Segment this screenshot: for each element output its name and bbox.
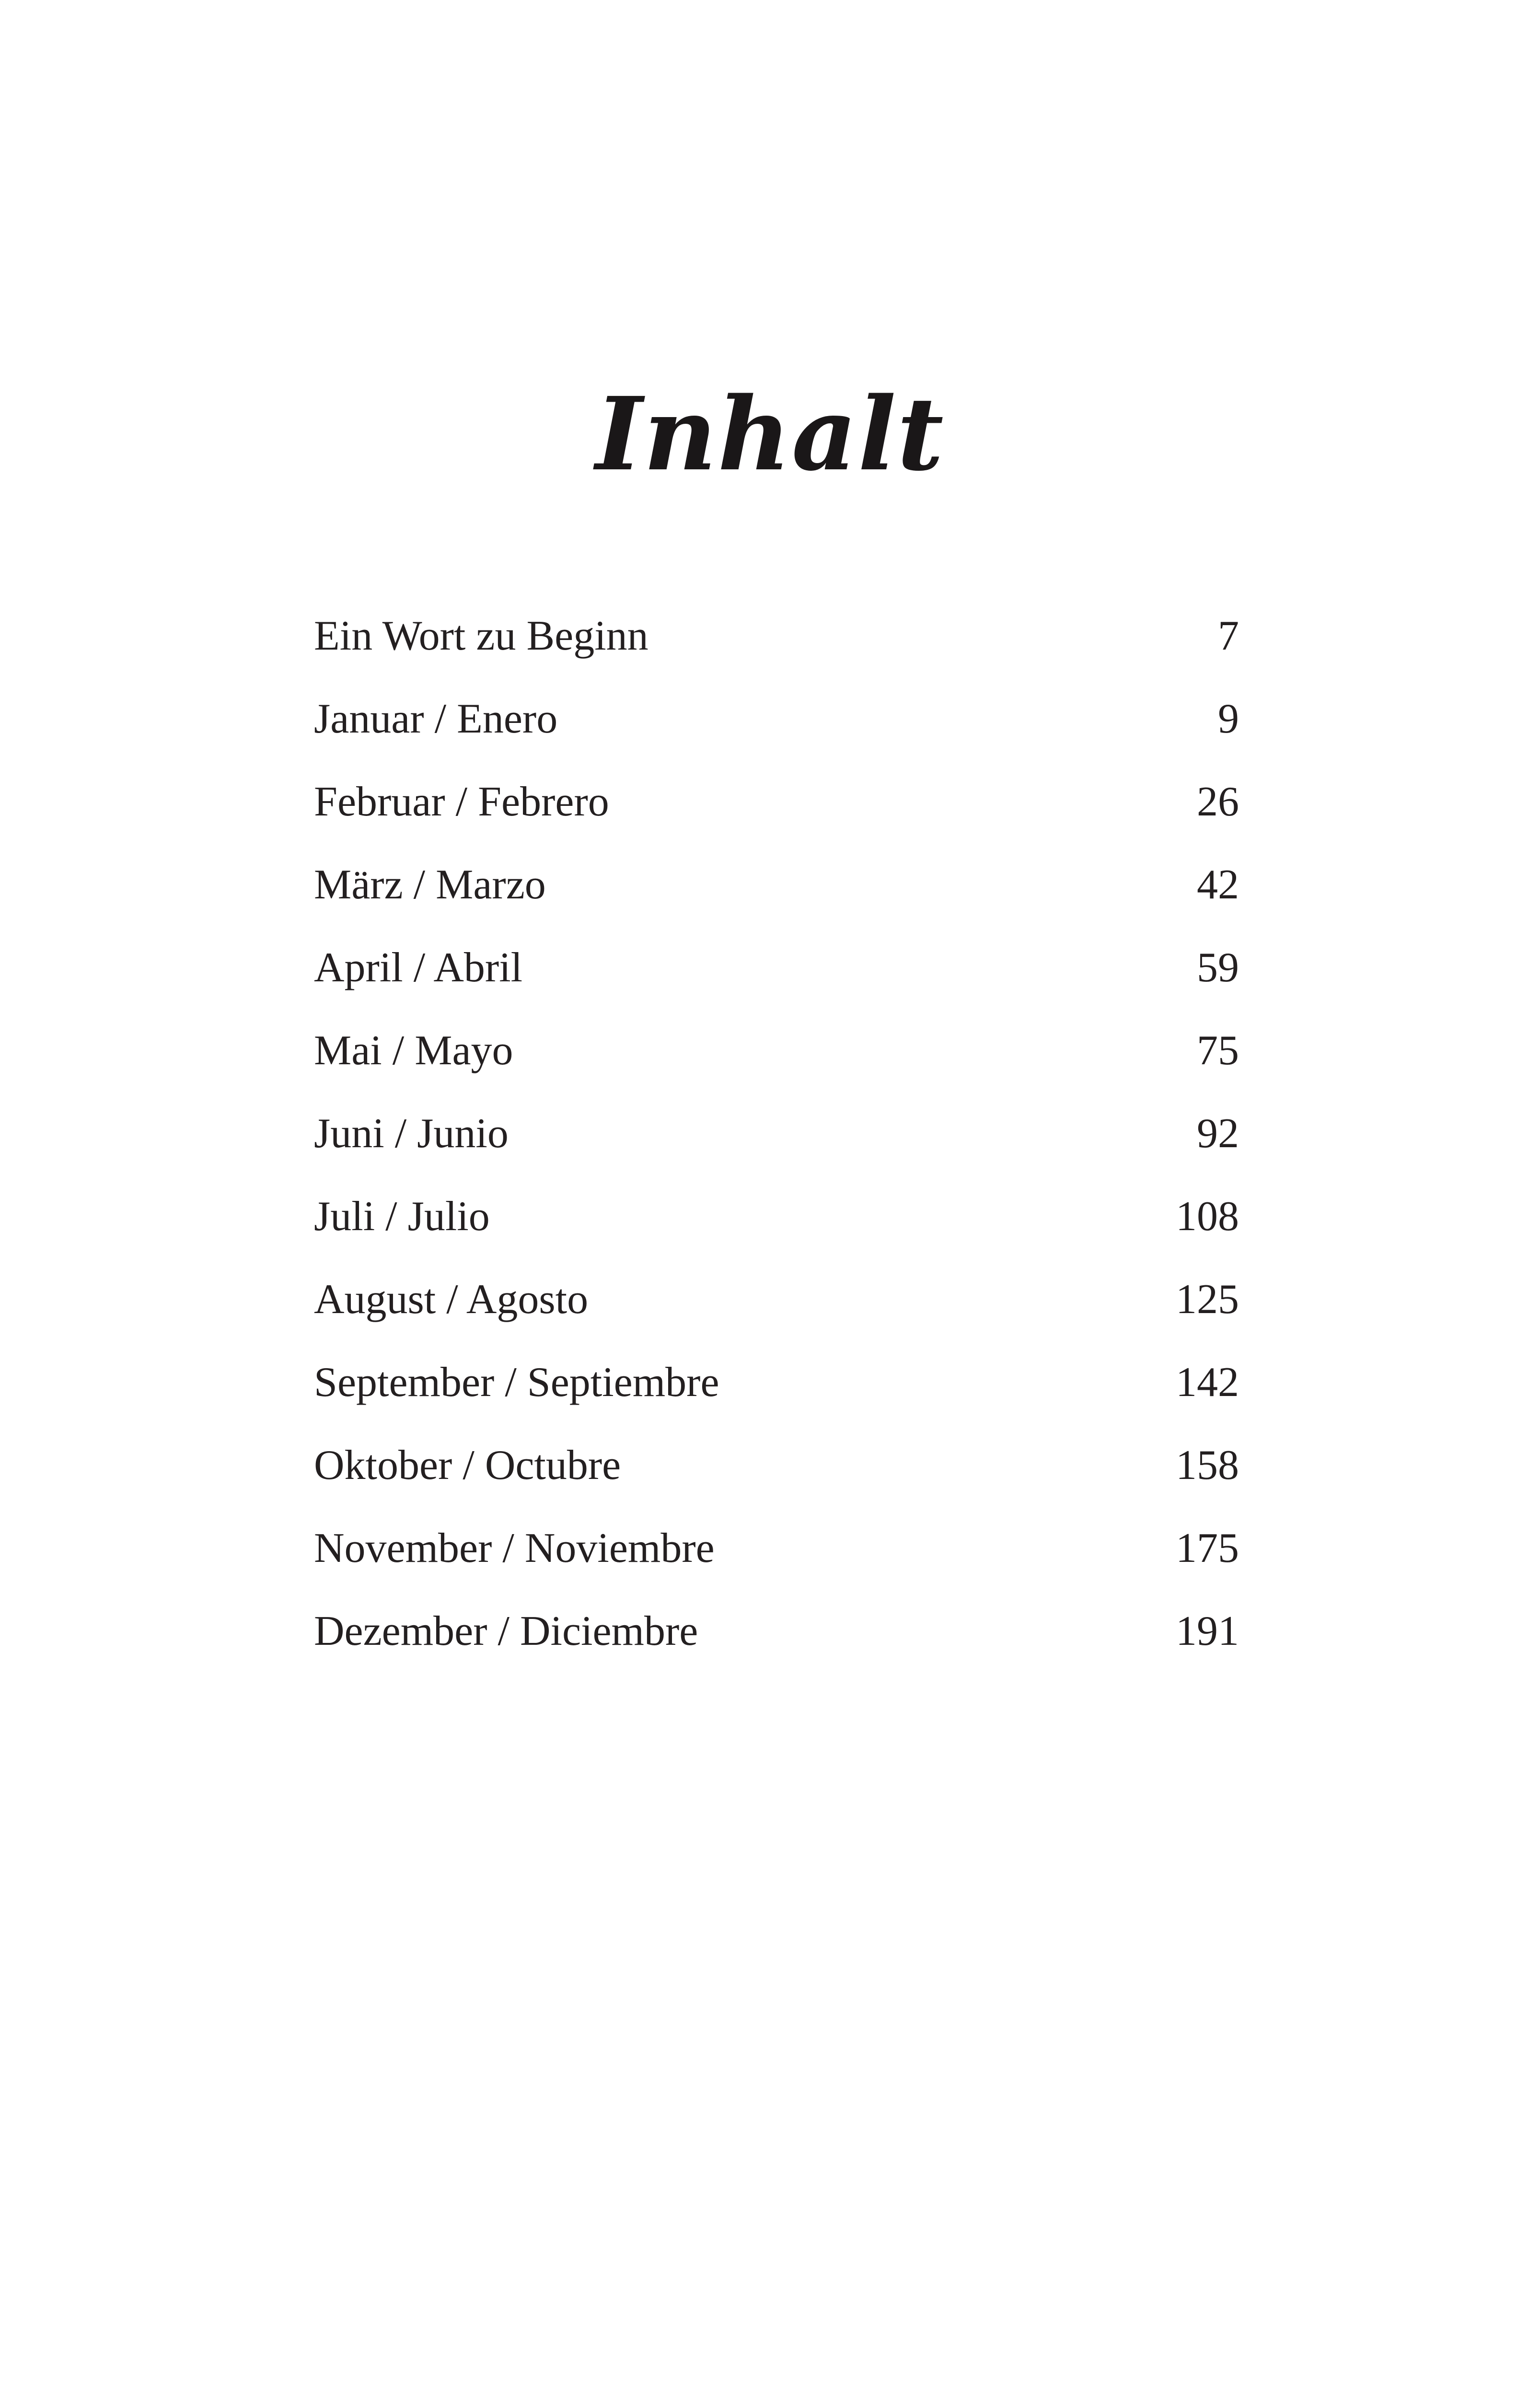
- toc-entry: [314, 1186, 1239, 1268]
- toc-entry-label: Oktober / Octubre: [314, 1442, 621, 1489]
- toc-entry: [314, 937, 1239, 1020]
- toc-entry-label: März / Marzo: [314, 861, 546, 908]
- toc-entry-label: November / Noviembre: [314, 1525, 715, 1571]
- toc-entry: [314, 605, 1239, 688]
- toc-entry-page: 92: [1197, 1110, 1239, 1157]
- page-title: Inhalt: [595, 374, 945, 493]
- toc-entry: [314, 1600, 1239, 1683]
- toc-entry: [314, 1351, 1239, 1434]
- toc-entry-page: 191: [1176, 1608, 1239, 1654]
- toc-entry-page: 175: [1176, 1525, 1239, 1571]
- toc-entry-page: 142: [1176, 1359, 1239, 1406]
- toc-entry-label: Dezember / Diciembre: [314, 1608, 698, 1654]
- toc-entry-page: 42: [1197, 861, 1239, 908]
- toc-entry-page: 9: [1218, 696, 1239, 742]
- toc-entry-page: 26: [1197, 779, 1239, 825]
- toc-entry: [314, 771, 1239, 854]
- toc-entry: [314, 1434, 1239, 1517]
- toc-entry: [314, 688, 1239, 771]
- toc-entry-label: Juni / Junio: [314, 1110, 509, 1157]
- toc-entry-label: August / Agosto: [314, 1276, 589, 1323]
- toc-entry: [314, 1020, 1239, 1103]
- toc-entry-label: September / Septiembre: [314, 1359, 719, 1406]
- toc-entry-page: 125: [1176, 1276, 1239, 1323]
- toc-entry-page: 108: [1176, 1193, 1239, 1240]
- toc-entry-page: 158: [1176, 1442, 1239, 1489]
- toc-entry-label: April / Abril: [314, 944, 523, 991]
- toc-entry: [314, 854, 1239, 937]
- toc-entry: [314, 1517, 1239, 1600]
- toc-entry-label: Januar / Enero: [314, 696, 558, 742]
- toc-entry: [314, 1103, 1239, 1186]
- table-of-contents: [314, 605, 1239, 1683]
- toc-entry-label: Mai / Mayo: [314, 1027, 513, 1074]
- toc-entry-page: 59: [1197, 944, 1239, 991]
- toc-entry: [314, 1268, 1239, 1351]
- toc-entry-page: 75: [1197, 1027, 1239, 1074]
- toc-entry-label: Juli / Julio: [314, 1193, 490, 1240]
- toc-entry-label: Ein Wort zu Beginn: [314, 613, 648, 659]
- toc-entry-page: 7: [1218, 613, 1239, 659]
- toc-entry-label: Februar / Febrero: [314, 779, 609, 825]
